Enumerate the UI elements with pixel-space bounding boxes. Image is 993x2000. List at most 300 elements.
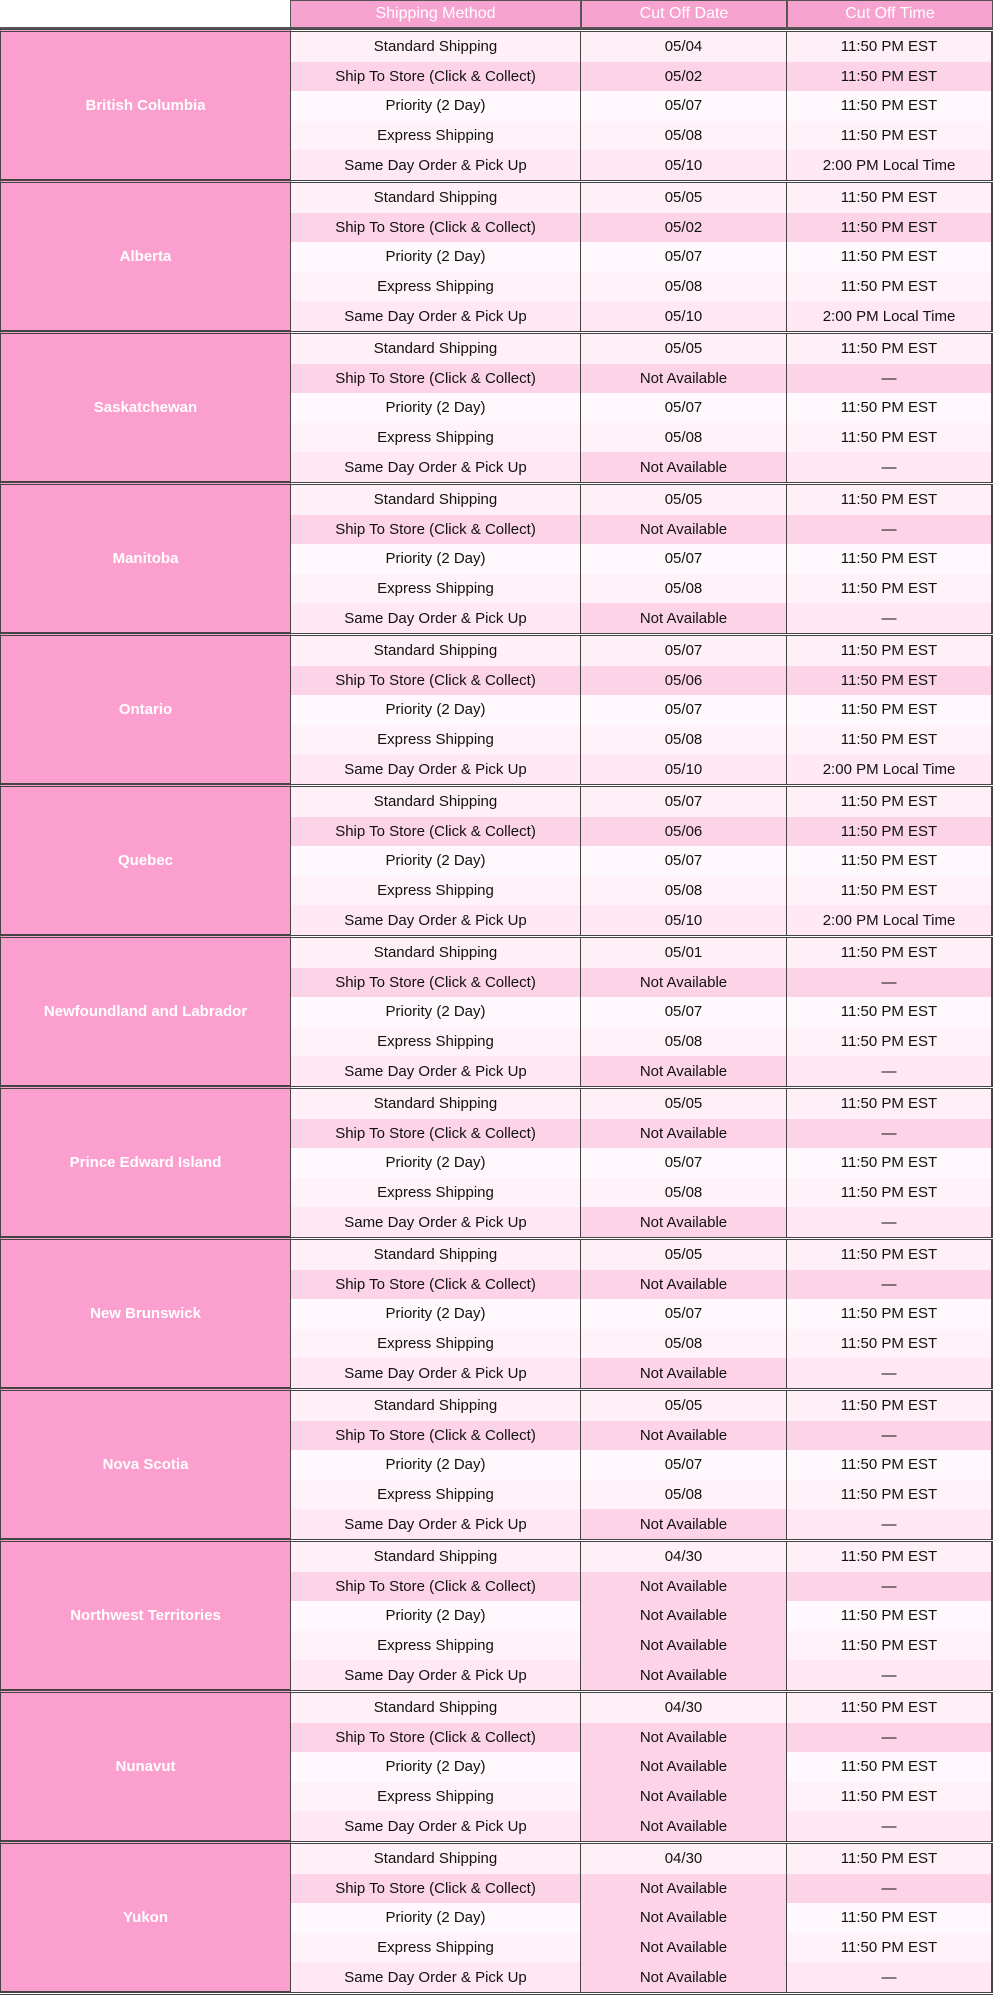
cut-off-time-cell: 11:50 PM EST bbox=[787, 242, 993, 272]
shipping-method-cell: Express Shipping bbox=[291, 725, 581, 755]
cut-off-date-cell: 05/05 bbox=[581, 1391, 787, 1421]
cut-off-date-cell: Not Available bbox=[581, 1207, 787, 1237]
shipping-method-cell: Ship To Store (Click & Collect) bbox=[291, 1874, 581, 1904]
province-block bbox=[0, 1539, 993, 1690]
shipping-method-cell: Ship To Store (Click & Collect) bbox=[291, 364, 581, 394]
province-block bbox=[0, 331, 993, 482]
cut-off-time-cell: 11:50 PM EST bbox=[787, 1480, 993, 1510]
table-row bbox=[291, 754, 993, 784]
cut-off-time-cell: 11:50 PM EST bbox=[787, 1844, 993, 1874]
shipping-method-cell: Standard Shipping bbox=[291, 787, 581, 817]
shipping-method-cell: Standard Shipping bbox=[291, 938, 581, 968]
table-row bbox=[291, 1601, 993, 1631]
table-row bbox=[291, 183, 993, 213]
table-row bbox=[291, 1782, 993, 1812]
cut-off-date-cell: Not Available bbox=[581, 1723, 787, 1753]
table-row bbox=[291, 968, 993, 998]
shipping-method-cell: Priority (2 Day) bbox=[291, 91, 581, 121]
shipping-method-cell: Standard Shipping bbox=[291, 1542, 581, 1572]
shipping-method-cell: Express Shipping bbox=[291, 1631, 581, 1661]
cut-off-date-cell: 05/07 bbox=[581, 636, 787, 666]
cut-off-time-cell: — bbox=[787, 1723, 993, 1753]
cut-off-time-cell: 11:50 PM EST bbox=[787, 183, 993, 213]
cut-off-date-cell: 05/07 bbox=[581, 846, 787, 876]
cut-off-time-cell: 11:50 PM EST bbox=[787, 32, 993, 62]
province-name: Northwest Territories bbox=[0, 1539, 291, 1690]
table-row bbox=[291, 1391, 993, 1421]
cut-off-date-cell: 05/08 bbox=[581, 725, 787, 755]
cut-off-date-cell: 05/08 bbox=[581, 272, 787, 302]
cut-off-date-cell: 05/02 bbox=[581, 213, 787, 243]
cut-off-date-cell: 05/08 bbox=[581, 1329, 787, 1359]
province-rows bbox=[291, 1539, 993, 1690]
province-block bbox=[0, 1690, 993, 1841]
table-row bbox=[291, 1240, 993, 1270]
cut-off-date-cell: 05/08 bbox=[581, 423, 787, 453]
table-row bbox=[291, 1844, 993, 1874]
cut-off-time-cell: 11:50 PM EST bbox=[787, 636, 993, 666]
table-row bbox=[291, 846, 993, 876]
table-row bbox=[291, 1572, 993, 1602]
cut-off-time-cell: 11:50 PM EST bbox=[787, 1631, 993, 1661]
cut-off-time-cell: — bbox=[787, 1270, 993, 1300]
cut-off-time-cell: 11:50 PM EST bbox=[787, 1752, 993, 1782]
cut-off-date-cell: 05/05 bbox=[581, 485, 787, 515]
shipping-method-cell: Same Day Order & Pick Up bbox=[291, 905, 581, 935]
shipping-method-cell: Express Shipping bbox=[291, 1329, 581, 1359]
province-name: Prince Edward Island bbox=[0, 1086, 291, 1237]
table-row bbox=[291, 997, 993, 1027]
cut-off-date-cell: 05/08 bbox=[581, 1480, 787, 1510]
cut-off-time-cell: — bbox=[787, 1572, 993, 1602]
cut-off-time-cell: 11:50 PM EST bbox=[787, 846, 993, 876]
table-row bbox=[291, 876, 993, 906]
cut-off-date-cell: Not Available bbox=[581, 1421, 787, 1451]
cut-off-time-cell: — bbox=[787, 1962, 993, 1992]
shipping-method-cell: Standard Shipping bbox=[291, 32, 581, 62]
province-name: Saskatchewan bbox=[0, 331, 291, 482]
cut-off-time-cell: 11:50 PM EST bbox=[787, 1178, 993, 1208]
shipping-method-cell: Priority (2 Day) bbox=[291, 695, 581, 725]
province-rows bbox=[291, 784, 993, 935]
header-blank-cell bbox=[0, 0, 290, 29]
cut-off-time-cell: 11:50 PM EST bbox=[787, 725, 993, 755]
cut-off-date-cell: 04/30 bbox=[581, 1693, 787, 1723]
table-row bbox=[291, 603, 993, 633]
table-row bbox=[291, 1119, 993, 1149]
shipping-method-cell: Priority (2 Day) bbox=[291, 1752, 581, 1782]
cut-off-time-cell: 11:50 PM EST bbox=[787, 1148, 993, 1178]
cut-off-date-cell: 05/10 bbox=[581, 754, 787, 784]
cut-off-time-cell: 11:50 PM EST bbox=[787, 1601, 993, 1631]
cut-off-date-cell: 05/05 bbox=[581, 334, 787, 364]
table-row bbox=[291, 725, 993, 755]
table-row bbox=[291, 544, 993, 574]
cut-off-time-cell: — bbox=[787, 1207, 993, 1237]
cut-off-time-cell: 11:50 PM EST bbox=[787, 1933, 993, 1963]
table-row bbox=[291, 1270, 993, 1300]
table-row bbox=[291, 1874, 993, 1904]
province-rows bbox=[291, 1086, 993, 1237]
table-row bbox=[291, 1660, 993, 1690]
cut-off-time-cell: 2:00 PM Local Time bbox=[787, 905, 993, 935]
province-block bbox=[0, 633, 993, 784]
cut-off-time-cell: — bbox=[787, 1421, 993, 1451]
cut-off-date-cell: 05/08 bbox=[581, 574, 787, 604]
table-row bbox=[291, 1962, 993, 1992]
cut-off-time-cell: 11:50 PM EST bbox=[787, 876, 993, 906]
cut-off-date-cell: Not Available bbox=[581, 1752, 787, 1782]
cut-off-time-cell: 11:50 PM EST bbox=[787, 1391, 993, 1421]
cut-off-date-cell: Not Available bbox=[581, 1119, 787, 1149]
province-name: Yukon bbox=[0, 1841, 291, 1992]
shipping-method-cell: Ship To Store (Click & Collect) bbox=[291, 1119, 581, 1149]
shipping-method-cell: Same Day Order & Pick Up bbox=[291, 150, 581, 180]
cut-off-date-cell: Not Available bbox=[581, 1509, 787, 1539]
table-row bbox=[291, 905, 993, 935]
shipping-method-cell: Priority (2 Day) bbox=[291, 997, 581, 1027]
shipping-method-cell: Priority (2 Day) bbox=[291, 1903, 581, 1933]
province-rows bbox=[291, 935, 993, 1086]
table-row bbox=[291, 1089, 993, 1119]
cut-off-time-cell: 11:50 PM EST bbox=[787, 666, 993, 696]
shipping-method-cell: Same Day Order & Pick Up bbox=[291, 754, 581, 784]
shipping-method-cell: Express Shipping bbox=[291, 1027, 581, 1057]
cut-off-date-cell: 05/10 bbox=[581, 150, 787, 180]
cut-off-time-cell: 11:50 PM EST bbox=[787, 91, 993, 121]
table-row bbox=[291, 121, 993, 151]
province-name: Newfoundland and Labrador bbox=[0, 935, 291, 1086]
shipping-method-cell: Standard Shipping bbox=[291, 1089, 581, 1119]
cut-off-date-cell: 05/05 bbox=[581, 183, 787, 213]
shipping-method-cell: Priority (2 Day) bbox=[291, 1450, 581, 1480]
table-row bbox=[291, 1509, 993, 1539]
cut-off-date-cell: Not Available bbox=[581, 1631, 787, 1661]
table-row bbox=[291, 213, 993, 243]
cut-off-date-cell: 05/07 bbox=[581, 1450, 787, 1480]
province-rows bbox=[291, 1690, 993, 1841]
province-block bbox=[0, 482, 993, 633]
province-name: Nunavut bbox=[0, 1690, 291, 1841]
province-block bbox=[0, 1086, 993, 1237]
cut-off-date-cell: 05/06 bbox=[581, 666, 787, 696]
cut-off-time-cell: — bbox=[787, 603, 993, 633]
cut-off-date-cell: 04/30 bbox=[581, 1542, 787, 1572]
cut-off-time-cell: — bbox=[787, 515, 993, 545]
shipping-method-cell: Standard Shipping bbox=[291, 636, 581, 666]
cut-off-date-cell: 05/07 bbox=[581, 91, 787, 121]
province-name: Quebec bbox=[0, 784, 291, 935]
table-row bbox=[291, 393, 993, 423]
cut-off-time-cell: 11:50 PM EST bbox=[787, 787, 993, 817]
table-row bbox=[291, 364, 993, 394]
table-row bbox=[291, 301, 993, 331]
table-row bbox=[291, 32, 993, 62]
cut-off-date-cell: 05/06 bbox=[581, 817, 787, 847]
shipping-method-cell: Ship To Store (Click & Collect) bbox=[291, 1723, 581, 1753]
cut-off-date-cell: 05/08 bbox=[581, 121, 787, 151]
shipping-method-cell: Ship To Store (Click & Collect) bbox=[291, 1572, 581, 1602]
cut-off-date-cell: 04/30 bbox=[581, 1844, 787, 1874]
cut-off-date-cell: 05/07 bbox=[581, 695, 787, 725]
header-cut-off-date: Cut Off Date bbox=[581, 0, 787, 29]
table-row bbox=[291, 1056, 993, 1086]
cut-off-time-cell: 11:50 PM EST bbox=[787, 938, 993, 968]
shipping-method-cell: Standard Shipping bbox=[291, 1391, 581, 1421]
cut-off-time-cell: 11:50 PM EST bbox=[787, 485, 993, 515]
shipping-method-cell: Priority (2 Day) bbox=[291, 846, 581, 876]
province-name: Alberta bbox=[0, 180, 291, 331]
cut-off-date-cell: Not Available bbox=[581, 1601, 787, 1631]
cut-off-time-cell: 11:50 PM EST bbox=[787, 544, 993, 574]
table-row bbox=[291, 938, 993, 968]
table-row bbox=[291, 636, 993, 666]
table-row bbox=[291, 695, 993, 725]
cut-off-date-cell: Not Available bbox=[581, 1962, 787, 1992]
table-row bbox=[291, 1329, 993, 1359]
cut-off-date-cell: Not Available bbox=[581, 1270, 787, 1300]
shipping-method-cell: Priority (2 Day) bbox=[291, 1148, 581, 1178]
shipping-method-cell: Priority (2 Day) bbox=[291, 544, 581, 574]
shipping-method-cell: Ship To Store (Click & Collect) bbox=[291, 213, 581, 243]
header-shipping-method: Shipping Method bbox=[290, 0, 581, 29]
province-rows bbox=[291, 29, 993, 180]
cut-off-date-cell: 05/10 bbox=[581, 301, 787, 331]
shipping-method-cell: Express Shipping bbox=[291, 121, 581, 151]
cut-off-time-cell: 11:50 PM EST bbox=[787, 1542, 993, 1572]
shipping-method-cell: Same Day Order & Pick Up bbox=[291, 1207, 581, 1237]
cut-off-time-cell: — bbox=[787, 1358, 993, 1388]
cut-off-date-cell: 05/01 bbox=[581, 938, 787, 968]
cut-off-time-cell: 2:00 PM Local Time bbox=[787, 301, 993, 331]
table-row bbox=[291, 272, 993, 302]
table-row bbox=[291, 423, 993, 453]
cut-off-time-cell: 11:50 PM EST bbox=[787, 997, 993, 1027]
cut-off-time-cell: 2:00 PM Local Time bbox=[787, 754, 993, 784]
table-row bbox=[291, 1027, 993, 1057]
table-row bbox=[291, 1933, 993, 1963]
province-name: British Columbia bbox=[0, 29, 291, 180]
province-rows bbox=[291, 180, 993, 331]
shipping-method-cell: Ship To Store (Click & Collect) bbox=[291, 817, 581, 847]
cut-off-time-cell: 11:50 PM EST bbox=[787, 1240, 993, 1270]
cut-off-date-cell: 05/07 bbox=[581, 242, 787, 272]
cut-off-date-cell: Not Available bbox=[581, 1903, 787, 1933]
table-row bbox=[291, 334, 993, 364]
cut-off-date-cell: Not Available bbox=[581, 1874, 787, 1904]
province-block bbox=[0, 1388, 993, 1539]
table-row bbox=[291, 452, 993, 482]
cut-off-date-cell: Not Available bbox=[581, 968, 787, 998]
cut-off-time-cell: — bbox=[787, 1811, 993, 1841]
cut-off-date-cell: Not Available bbox=[581, 515, 787, 545]
province-rows bbox=[291, 482, 993, 633]
cut-off-time-cell: 11:50 PM EST bbox=[787, 1329, 993, 1359]
cut-off-time-cell: 11:50 PM EST bbox=[787, 574, 993, 604]
cut-off-time-cell: — bbox=[787, 1660, 993, 1690]
shipping-method-cell: Same Day Order & Pick Up bbox=[291, 603, 581, 633]
cut-off-time-cell: — bbox=[787, 364, 993, 394]
cut-off-time-cell: 11:50 PM EST bbox=[787, 1299, 993, 1329]
province-name: Ontario bbox=[0, 633, 291, 784]
table-row bbox=[291, 1480, 993, 1510]
table-row bbox=[291, 666, 993, 696]
cut-off-date-cell: 05/02 bbox=[581, 62, 787, 92]
table-row bbox=[291, 1693, 993, 1723]
shipping-method-cell: Standard Shipping bbox=[291, 1844, 581, 1874]
province-rows bbox=[291, 1237, 993, 1388]
shipping-method-cell: Standard Shipping bbox=[291, 485, 581, 515]
cut-off-date-cell: Not Available bbox=[581, 1660, 787, 1690]
table-row bbox=[291, 1723, 993, 1753]
cut-off-time-cell: 11:50 PM EST bbox=[787, 62, 993, 92]
table-row bbox=[291, 1450, 993, 1480]
table-row bbox=[291, 242, 993, 272]
cut-off-time-cell: 11:50 PM EST bbox=[787, 1782, 993, 1812]
cut-off-date-cell: 05/05 bbox=[581, 1240, 787, 1270]
cut-off-date-cell: 05/08 bbox=[581, 876, 787, 906]
province-block bbox=[0, 1237, 993, 1388]
table-row bbox=[291, 1299, 993, 1329]
cut-off-time-cell: 11:50 PM EST bbox=[787, 695, 993, 725]
shipping-method-cell: Standard Shipping bbox=[291, 1240, 581, 1270]
cut-off-time-cell: 11:50 PM EST bbox=[787, 817, 993, 847]
cut-off-date-cell: 05/08 bbox=[581, 1027, 787, 1057]
cut-off-time-cell: 11:50 PM EST bbox=[787, 1027, 993, 1057]
table-row bbox=[291, 574, 993, 604]
province-name: Nova Scotia bbox=[0, 1388, 291, 1539]
province-block bbox=[0, 784, 993, 935]
cut-off-date-cell: 05/08 bbox=[581, 1178, 787, 1208]
shipping-method-cell: Express Shipping bbox=[291, 1933, 581, 1963]
cut-off-date-cell: 05/07 bbox=[581, 393, 787, 423]
table-bottom-border bbox=[0, 1992, 993, 1995]
cut-off-date-cell: 05/05 bbox=[581, 1089, 787, 1119]
shipping-method-cell: Express Shipping bbox=[291, 1178, 581, 1208]
table-row bbox=[291, 1178, 993, 1208]
cut-off-date-cell: 05/07 bbox=[581, 787, 787, 817]
cut-off-date-cell: Not Available bbox=[581, 1572, 787, 1602]
province-rows bbox=[291, 331, 993, 482]
cut-off-date-cell: Not Available bbox=[581, 1358, 787, 1388]
shipping-method-cell: Same Day Order & Pick Up bbox=[291, 1056, 581, 1086]
shipping-method-cell: Same Day Order & Pick Up bbox=[291, 1811, 581, 1841]
table-row bbox=[291, 1752, 993, 1782]
cut-off-time-cell: — bbox=[787, 452, 993, 482]
cut-off-time-cell: 11:50 PM EST bbox=[787, 213, 993, 243]
cut-off-date-cell: 05/07 bbox=[581, 1148, 787, 1178]
cut-off-date-cell: Not Available bbox=[581, 364, 787, 394]
shipping-method-cell: Standard Shipping bbox=[291, 1693, 581, 1723]
table-row bbox=[291, 1207, 993, 1237]
table-row bbox=[291, 1148, 993, 1178]
cut-off-time-cell: 11:50 PM EST bbox=[787, 272, 993, 302]
cut-off-time-cell: — bbox=[787, 1119, 993, 1149]
cut-off-date-cell: 05/07 bbox=[581, 997, 787, 1027]
cut-off-date-cell: 05/07 bbox=[581, 544, 787, 574]
shipping-method-cell: Priority (2 Day) bbox=[291, 1601, 581, 1631]
province-rows bbox=[291, 633, 993, 784]
cut-off-time-cell: 11:50 PM EST bbox=[787, 393, 993, 423]
shipping-method-cell: Priority (2 Day) bbox=[291, 242, 581, 272]
cut-off-time-cell: — bbox=[787, 968, 993, 998]
table-row bbox=[291, 1421, 993, 1451]
table-row bbox=[291, 1903, 993, 1933]
shipping-method-cell: Priority (2 Day) bbox=[291, 393, 581, 423]
cut-off-time-cell: 11:50 PM EST bbox=[787, 1089, 993, 1119]
table-row bbox=[291, 91, 993, 121]
table-row bbox=[291, 817, 993, 847]
shipping-method-cell: Same Day Order & Pick Up bbox=[291, 1358, 581, 1388]
cut-off-time-cell: — bbox=[787, 1056, 993, 1086]
cut-off-time-cell: 11:50 PM EST bbox=[787, 1903, 993, 1933]
cut-off-time-cell: 11:50 PM EST bbox=[787, 334, 993, 364]
cut-off-date-cell: Not Available bbox=[581, 1056, 787, 1086]
shipping-method-cell: Same Day Order & Pick Up bbox=[291, 301, 581, 331]
cut-off-time-cell: 2:00 PM Local Time bbox=[787, 150, 993, 180]
province-name: Manitoba bbox=[0, 482, 291, 633]
province-block bbox=[0, 1841, 993, 1992]
cut-off-date-cell: 05/10 bbox=[581, 905, 787, 935]
shipping-method-cell: Same Day Order & Pick Up bbox=[291, 452, 581, 482]
cut-off-time-cell: — bbox=[787, 1509, 993, 1539]
cut-off-time-cell: 11:50 PM EST bbox=[787, 1450, 993, 1480]
shipping-method-cell: Ship To Store (Click & Collect) bbox=[291, 968, 581, 998]
table-row bbox=[291, 1542, 993, 1572]
shipping-method-cell: Same Day Order & Pick Up bbox=[291, 1509, 581, 1539]
table-row bbox=[291, 515, 993, 545]
shipping-method-cell: Same Day Order & Pick Up bbox=[291, 1962, 581, 1992]
shipping-method-cell: Express Shipping bbox=[291, 1480, 581, 1510]
table-row bbox=[291, 1631, 993, 1661]
table-row bbox=[291, 485, 993, 515]
header-cut-off-time: Cut Off Time bbox=[787, 0, 993, 29]
shipping-method-cell: Express Shipping bbox=[291, 574, 581, 604]
cut-off-time-cell: 11:50 PM EST bbox=[787, 121, 993, 151]
shipping-method-cell: Ship To Store (Click & Collect) bbox=[291, 62, 581, 92]
province-name: New Brunswick bbox=[0, 1237, 291, 1388]
shipping-method-cell: Ship To Store (Click & Collect) bbox=[291, 515, 581, 545]
province-block bbox=[0, 29, 993, 180]
cut-off-date-cell: Not Available bbox=[581, 1782, 787, 1812]
cut-off-date-cell: 05/07 bbox=[581, 1299, 787, 1329]
shipping-method-cell: Same Day Order & Pick Up bbox=[291, 1660, 581, 1690]
shipping-method-cell: Ship To Store (Click & Collect) bbox=[291, 1421, 581, 1451]
table-row bbox=[291, 1358, 993, 1388]
cut-off-date-cell: Not Available bbox=[581, 1933, 787, 1963]
shipping-method-cell: Express Shipping bbox=[291, 272, 581, 302]
cut-off-time-cell: 11:50 PM EST bbox=[787, 423, 993, 453]
province-block bbox=[0, 935, 993, 1086]
province-rows bbox=[291, 1388, 993, 1539]
shipping-method-cell: Standard Shipping bbox=[291, 334, 581, 364]
shipping-method-cell: Ship To Store (Click & Collect) bbox=[291, 1270, 581, 1300]
cut-off-date-cell: Not Available bbox=[581, 603, 787, 633]
province-rows bbox=[291, 1841, 993, 1992]
province-block bbox=[0, 180, 993, 331]
shipping-method-cell: Express Shipping bbox=[291, 1782, 581, 1812]
shipping-method-cell: Standard Shipping bbox=[291, 183, 581, 213]
shipping-method-cell: Express Shipping bbox=[291, 876, 581, 906]
cut-off-time-cell: — bbox=[787, 1874, 993, 1904]
table-row bbox=[291, 1811, 993, 1841]
table-row bbox=[291, 62, 993, 92]
shipping-method-cell: Priority (2 Day) bbox=[291, 1299, 581, 1329]
cut-off-time-cell: 11:50 PM EST bbox=[787, 1693, 993, 1723]
table-row bbox=[291, 787, 993, 817]
cut-off-date-cell: 05/04 bbox=[581, 32, 787, 62]
shipping-method-cell: Express Shipping bbox=[291, 423, 581, 453]
